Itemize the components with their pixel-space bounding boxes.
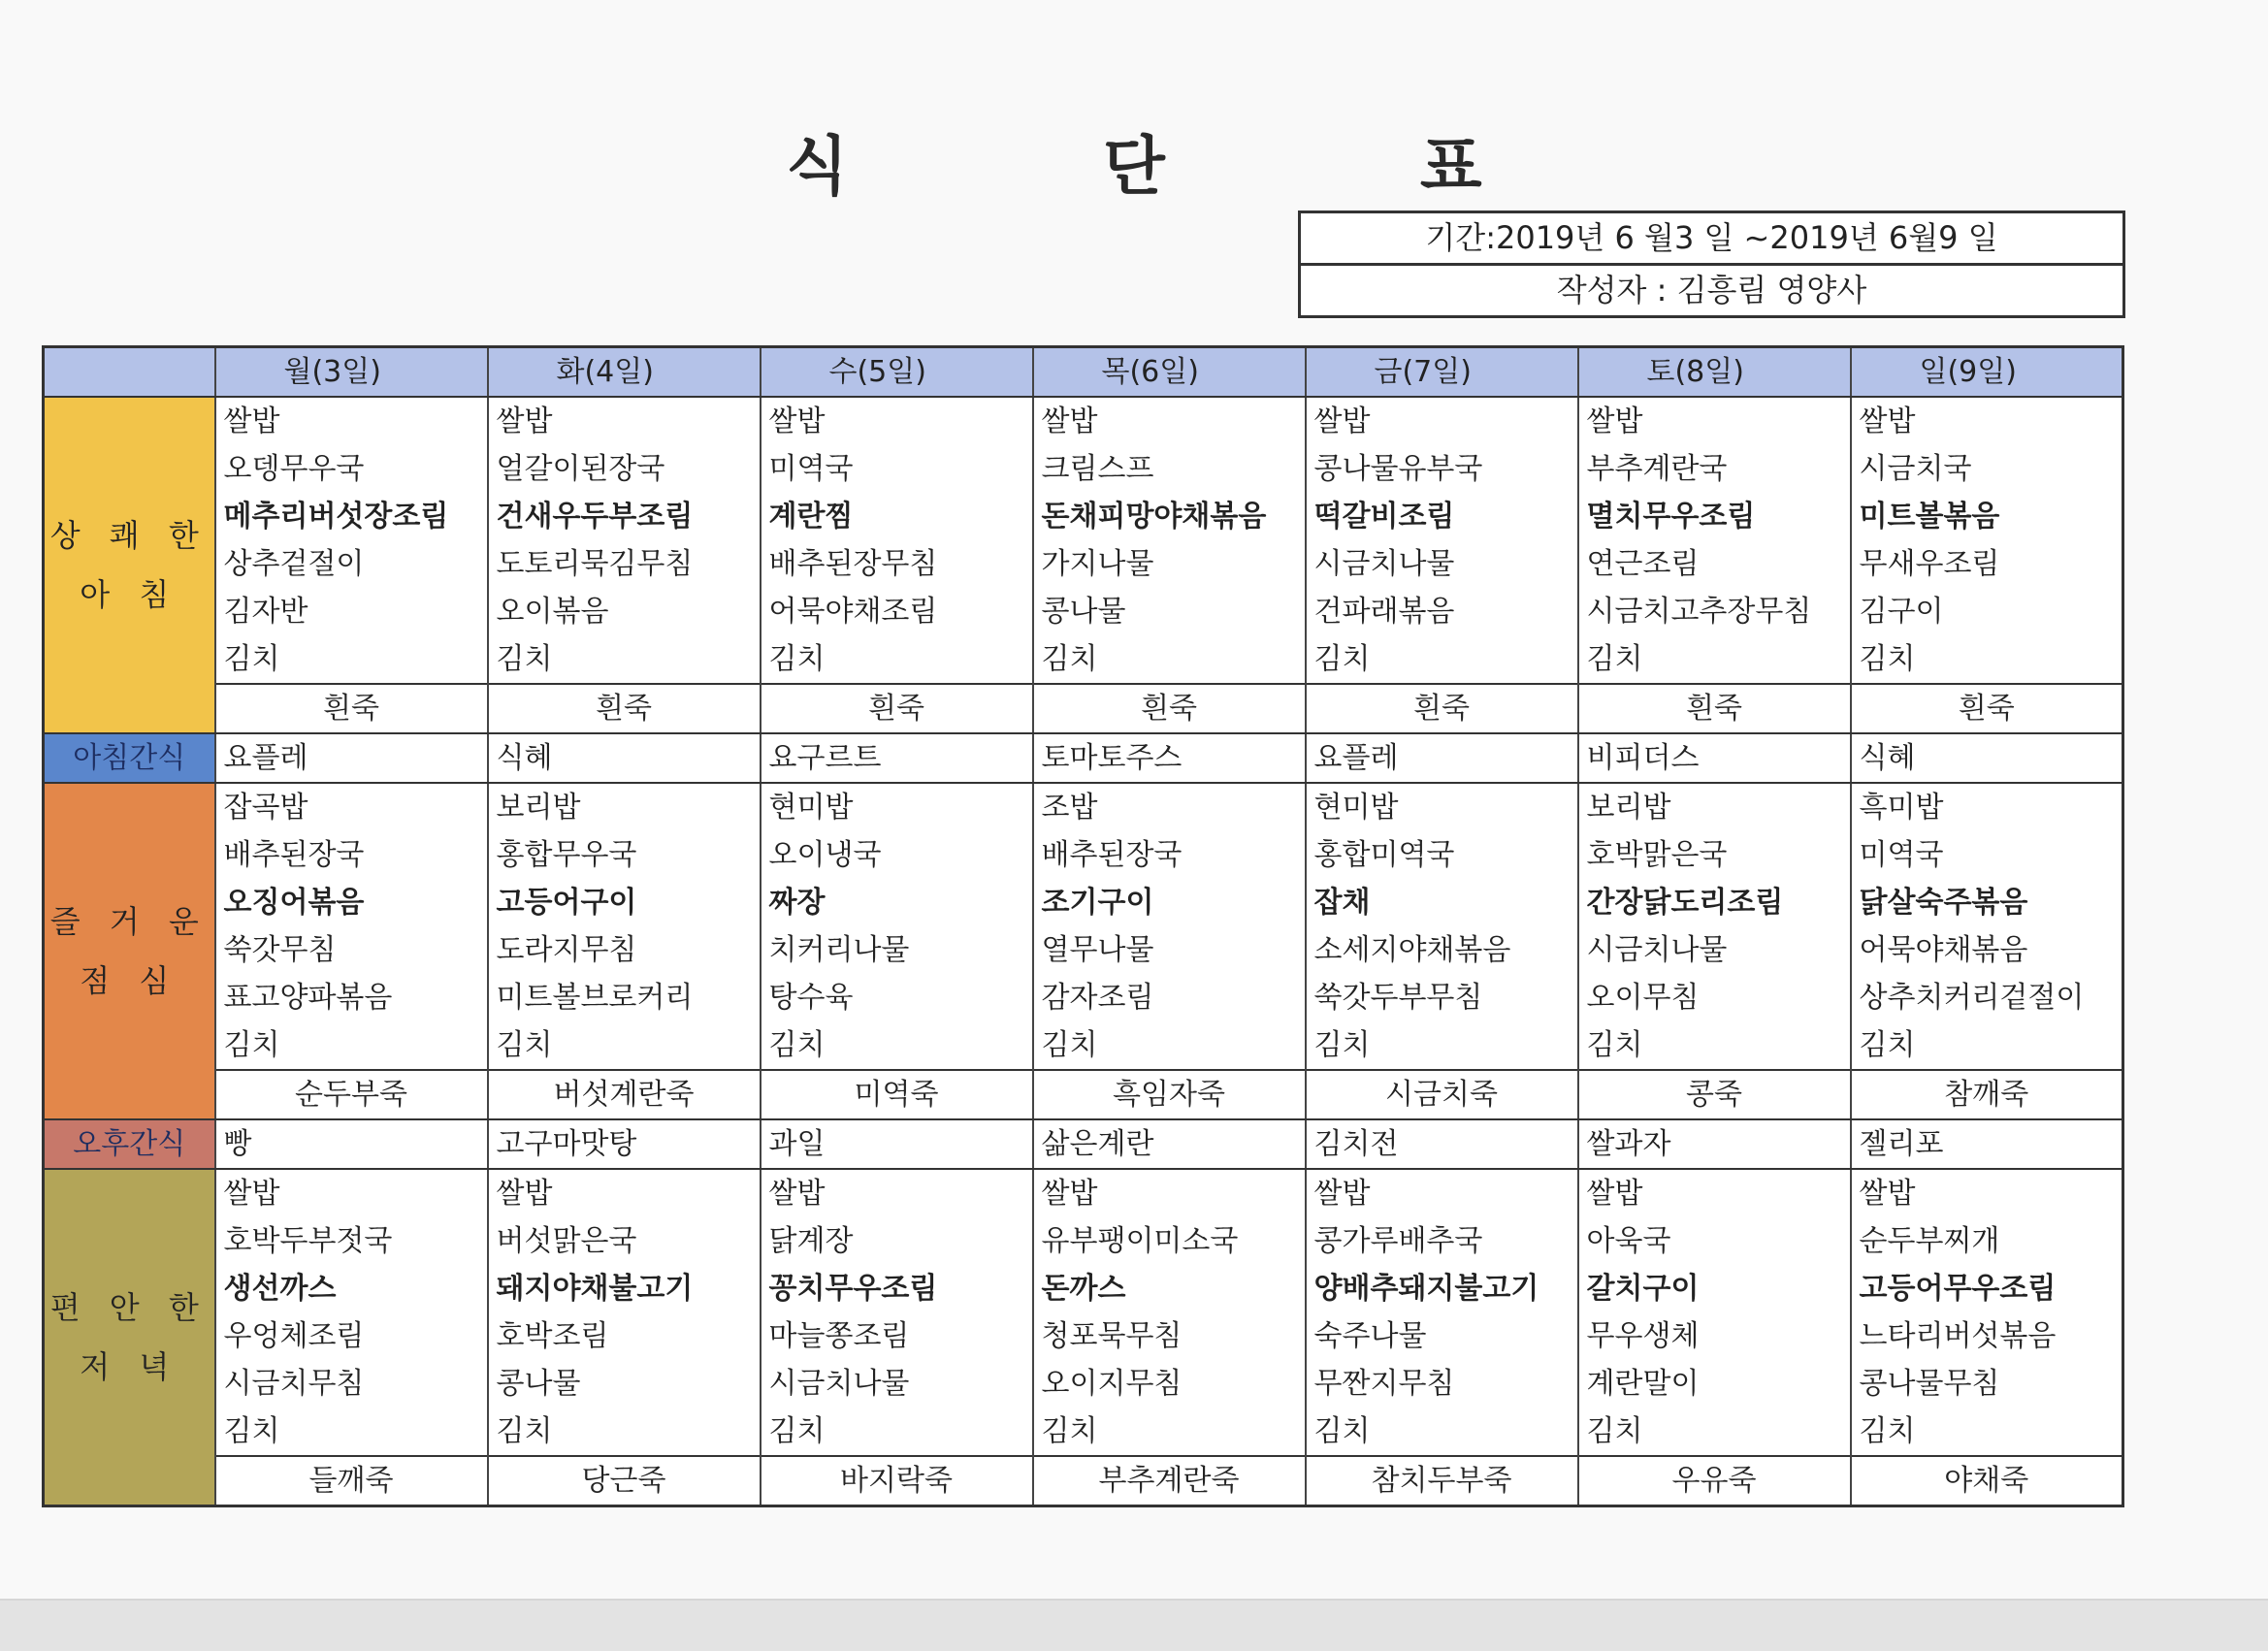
lunch-row [44,926,2123,974]
snack-item: 과일 [761,1119,1033,1169]
menu-item: 어묵야채조림 [761,588,1033,635]
menu-item: 조밥 [1033,783,1306,831]
menu-item: 쌀밥 [1306,1169,1578,1217]
menu-item: 마늘쫑조림 [761,1312,1033,1360]
menu-item: 김치 [1306,635,1578,684]
menu-item: 순두부찌개 [1851,1217,2123,1265]
menu-item: 표고양파볶음 [215,974,488,1021]
dinner-row [44,1169,2123,1217]
porridge-item: 흰죽 [215,684,488,733]
menu-item: 시금치국 [1851,445,2123,493]
menu-item: 고등어구이 [488,879,761,926]
menu-item: 김치 [761,1021,1033,1070]
snack-item: 토마토주스 [1033,733,1306,783]
breakfast-label [44,397,215,733]
menu-item: 쌀밥 [488,1169,761,1217]
menu-item: 미트볼볶음 [1851,493,2123,540]
snack-item: 삶은계란 [1033,1119,1306,1169]
porridge-item: 콩죽 [1578,1070,1851,1119]
menu-item: 생선까스 [215,1265,488,1312]
dinner-row [44,1217,2123,1265]
menu-item: 오이냉국 [761,831,1033,879]
day-header: 금(7일) [1306,347,1578,398]
menu-item: 홍합미역국 [1306,831,1578,879]
menu-item: 건파래볶음 [1306,588,1578,635]
menu-item: 배추된장국 [1033,831,1306,879]
breakfast-row [44,588,2123,635]
menu-item: 김치 [215,1408,488,1456]
menu-item: 오이무침 [1578,974,1851,1021]
menu-table [42,345,2124,1507]
breakfast-label-line1: 상 쾌 한 [49,516,209,554]
porridge-item: 참깨죽 [1851,1070,2123,1119]
lunch-label-line1: 즐 거 운 [49,902,209,940]
menu-item: 김치 [488,1021,761,1070]
dinner-row [44,1265,2123,1312]
dinner-label-line2: 저 녁 [80,1347,179,1385]
day-header: 수(5일) [761,347,1033,398]
menu-item: 쌀밥 [761,1169,1033,1217]
snack-item: 비피더스 [1578,733,1851,783]
lunch-row [44,879,2123,926]
menu-item: 양배추돼지불고기 [1306,1265,1578,1312]
menu-item: 김치 [1306,1408,1578,1456]
menu-item: 무새우조림 [1851,540,2123,588]
menu-item: 돈채피망야채볶음 [1033,493,1306,540]
menu-item: 고등어무우조림 [1851,1265,2123,1312]
breakfast-row [44,635,2123,684]
menu-item: 쑥갓두부무침 [1306,974,1578,1021]
snack-item: 요구르트 [761,733,1033,783]
info-box [1298,210,2125,318]
porridge-item: 바지락죽 [761,1456,1033,1506]
menu-item: 콩가루배추국 [1306,1217,1578,1265]
day-header: 월(3일) [215,347,488,398]
breakfast-porridge-row [44,684,2123,733]
menu-item: 우엉체조림 [215,1312,488,1360]
menu-item: 홍합무우국 [488,831,761,879]
menu-item: 치커리나물 [761,926,1033,974]
menu-item: 김치 [488,635,761,684]
menu-item: 쌀밥 [761,397,1033,445]
menu-item: 김치 [488,1408,761,1456]
menu-item: 느타리버섯볶음 [1851,1312,2123,1360]
am_snack-label: 아침간식 [44,733,215,783]
menu-item: 유부팽이미소국 [1033,1217,1306,1265]
snack-item: 쌀과자 [1578,1119,1851,1169]
menu-item: 오이볶음 [488,588,761,635]
lunch-row [44,974,2123,1021]
dinner-porridge-row [44,1456,2123,1506]
menu-item: 김치 [1578,1021,1851,1070]
snack-item: 식혜 [488,733,761,783]
lunch-row [44,783,2123,831]
menu-item: 콩나물 [488,1360,761,1408]
dinner-row [44,1360,2123,1408]
menu-item: 김치 [215,1021,488,1070]
porridge-item: 흰죽 [1033,684,1306,733]
menu-item: 갈치구이 [1578,1265,1851,1312]
menu-item: 호박맑은국 [1578,831,1851,879]
author-text: 작성자 : 김흥림 영양사 [1301,263,2122,315]
menu-item: 무짠지무침 [1306,1360,1578,1408]
pm_snack-label: 오후간식 [44,1119,215,1169]
menu-item: 도토리묵김무침 [488,540,761,588]
menu-item: 소세지야채볶음 [1306,926,1578,974]
menu-item: 김치 [761,635,1033,684]
menu-item: 김치 [1033,1408,1306,1456]
menu-item: 돼지야채불고기 [488,1265,761,1312]
snack-item: 고구마맛탕 [488,1119,761,1169]
menu-item: 꽁치무우조림 [761,1265,1033,1312]
menu-item: 김치 [1306,1021,1578,1070]
menu-item: 쑥갓무침 [215,926,488,974]
menu-item: 돈까스 [1033,1265,1306,1312]
menu-item: 닭살숙주볶음 [1851,879,2123,926]
menu-item: 보리밥 [1578,783,1851,831]
menu-item: 크림스프 [1033,445,1306,493]
menu-item: 시금치나물 [761,1360,1033,1408]
snack-item: 요플레 [1306,733,1578,783]
menu-item: 현미밥 [1306,783,1578,831]
period-text: 기간:2019년 6 월3 일 ~2019년 6월9 일 [1425,219,1998,256]
porridge-item: 흰죽 [488,684,761,733]
menu-item: 미역국 [761,445,1033,493]
breakfast-row [44,397,2123,445]
menu-item: 호박두부젓국 [215,1217,488,1265]
dinner-label-line1: 편 안 한 [49,1288,209,1326]
porridge-item: 흰죽 [1851,684,2123,733]
porridge-item: 미역죽 [761,1070,1033,1119]
corner-cell [44,347,215,398]
menu-item: 쌀밥 [1578,397,1851,445]
menu-item: 콩나물유부국 [1306,445,1578,493]
porridge-item: 흰죽 [1578,684,1851,733]
porridge-item: 버섯계란죽 [488,1070,761,1119]
menu-item: 부추계란국 [1578,445,1851,493]
lunch-row [44,1021,2123,1070]
menu-item: 짜장 [761,879,1033,926]
porridge-item: 당근죽 [488,1456,761,1506]
menu-item: 쌀밥 [215,1169,488,1217]
menu-item: 어묵야채볶음 [1851,926,2123,974]
menu-item: 콩나물 [1033,588,1306,635]
menu-item: 계란말이 [1578,1360,1851,1408]
porridge-item: 부추계란죽 [1033,1456,1306,1506]
porridge-item: 흑임자죽 [1033,1070,1306,1119]
day-header-row [44,347,2123,398]
menu-item: 오징어볶음 [215,879,488,926]
am_snack-row [44,733,2123,783]
menu-item: 미트볼브로커리 [488,974,761,1021]
menu-item: 쌀밥 [1851,397,2123,445]
menu-item: 건새우두부조림 [488,493,761,540]
breakfast-row [44,540,2123,588]
menu-item: 배추된장국 [215,831,488,879]
snack-item: 김치전 [1306,1119,1578,1169]
breakfast-row [44,445,2123,493]
menu-item: 김구이 [1851,588,2123,635]
menu-item: 쌀밥 [488,397,761,445]
menu-item: 김치 [1578,635,1851,684]
menu-item: 김자반 [215,588,488,635]
menu-item: 김치 [1578,1408,1851,1456]
dinner-row [44,1312,2123,1360]
menu-item: 떡갈비조림 [1306,493,1578,540]
porridge-item: 참치두부죽 [1306,1456,1578,1506]
porridge-item: 흰죽 [1306,684,1578,733]
menu-item: 잡곡밥 [215,783,488,831]
menu-item: 가지나물 [1033,540,1306,588]
porridge-item: 시금치죽 [1306,1070,1578,1119]
lunch-label [44,783,215,1119]
menu-item: 계란찜 [761,493,1033,540]
menu-item: 배추된장무침 [761,540,1033,588]
menu-item: 버섯맑은국 [488,1217,761,1265]
menu-item: 쌀밥 [1033,397,1306,445]
menu-item: 상추치커리겉절이 [1851,974,2123,1021]
dinner-row [44,1408,2123,1456]
pm_snack-row [44,1119,2123,1169]
menu-item: 김치 [1033,635,1306,684]
menu-item: 보리밥 [488,783,761,831]
porridge-item: 순두부죽 [215,1070,488,1119]
menu-item: 연근조림 [1578,540,1851,588]
menu-item: 김치 [761,1408,1033,1456]
menu-item: 조기구이 [1033,879,1306,926]
breakfast-label-line2: 아 침 [80,575,179,613]
day-header: 화(4일) [488,347,761,398]
snack-item: 식혜 [1851,733,2123,783]
day-header: 목(6일) [1033,347,1306,398]
menu-item: 시금치고추장무침 [1578,588,1851,635]
menu-item: 메추리버섯장조림 [215,493,488,540]
menu-item: 잡채 [1306,879,1578,926]
porridge-item: 우유죽 [1578,1456,1851,1506]
day-header: 일(9일) [1851,347,2123,398]
menu-item: 김치 [1033,1021,1306,1070]
porridge-item: 들깨죽 [215,1456,488,1506]
menu-item: 오이지무침 [1033,1360,1306,1408]
menu-item: 시금치나물 [1306,540,1578,588]
menu-item: 흑미밥 [1851,783,2123,831]
menu-item: 감자조림 [1033,974,1306,1021]
snack-item: 요플레 [215,733,488,783]
menu-item: 미역국 [1851,831,2123,879]
lunch-row [44,831,2123,879]
menu-item: 김치 [1851,1408,2123,1456]
scan-edge [0,1599,2268,1651]
menu-item: 김치 [1851,1021,2123,1070]
menu-item: 쌀밥 [1851,1169,2123,1217]
porridge-item: 흰죽 [761,684,1033,733]
menu-item: 시금치나물 [1578,926,1851,974]
porridge-item: 야채죽 [1851,1456,2123,1506]
lunch-label-line2: 점 심 [80,961,179,999]
menu-item: 오뎅무우국 [215,445,488,493]
lunch-porridge-row [44,1070,2123,1119]
menu-item: 닭계장 [761,1217,1033,1265]
dinner-label [44,1169,215,1506]
menu-item: 탕수육 [761,974,1033,1021]
snack-item: 빵 [215,1119,488,1169]
breakfast-row [44,493,2123,540]
page-title: 식 단 표 [786,129,1599,204]
menu-item: 쌀밥 [1578,1169,1851,1217]
menu-item: 청포묵무침 [1033,1312,1306,1360]
menu-item: 쌀밥 [1306,397,1578,445]
snack-item: 젤리포 [1851,1119,2123,1169]
menu-item: 시금치무침 [215,1360,488,1408]
menu-item: 호박조림 [488,1312,761,1360]
menu-item: 멸치무우조림 [1578,493,1851,540]
menu-item: 무우생체 [1578,1312,1851,1360]
menu-item: 쌀밥 [215,397,488,445]
menu-item: 현미밥 [761,783,1033,831]
menu-item: 도라지무침 [488,926,761,974]
menu-item: 아욱국 [1578,1217,1851,1265]
menu-item: 김치 [1851,635,2123,684]
menu-item: 간장닭도리조림 [1578,879,1851,926]
day-header: 토(8일) [1578,347,1851,398]
menu-item: 쌀밥 [1033,1169,1306,1217]
menu-item: 상추겉절이 [215,540,488,588]
menu-item: 열무나물 [1033,926,1306,974]
menu-item: 콩나물무침 [1851,1360,2123,1408]
menu-item: 얼갈이된장국 [488,445,761,493]
menu-item: 김치 [215,635,488,684]
menu-item: 숙주나물 [1306,1312,1578,1360]
